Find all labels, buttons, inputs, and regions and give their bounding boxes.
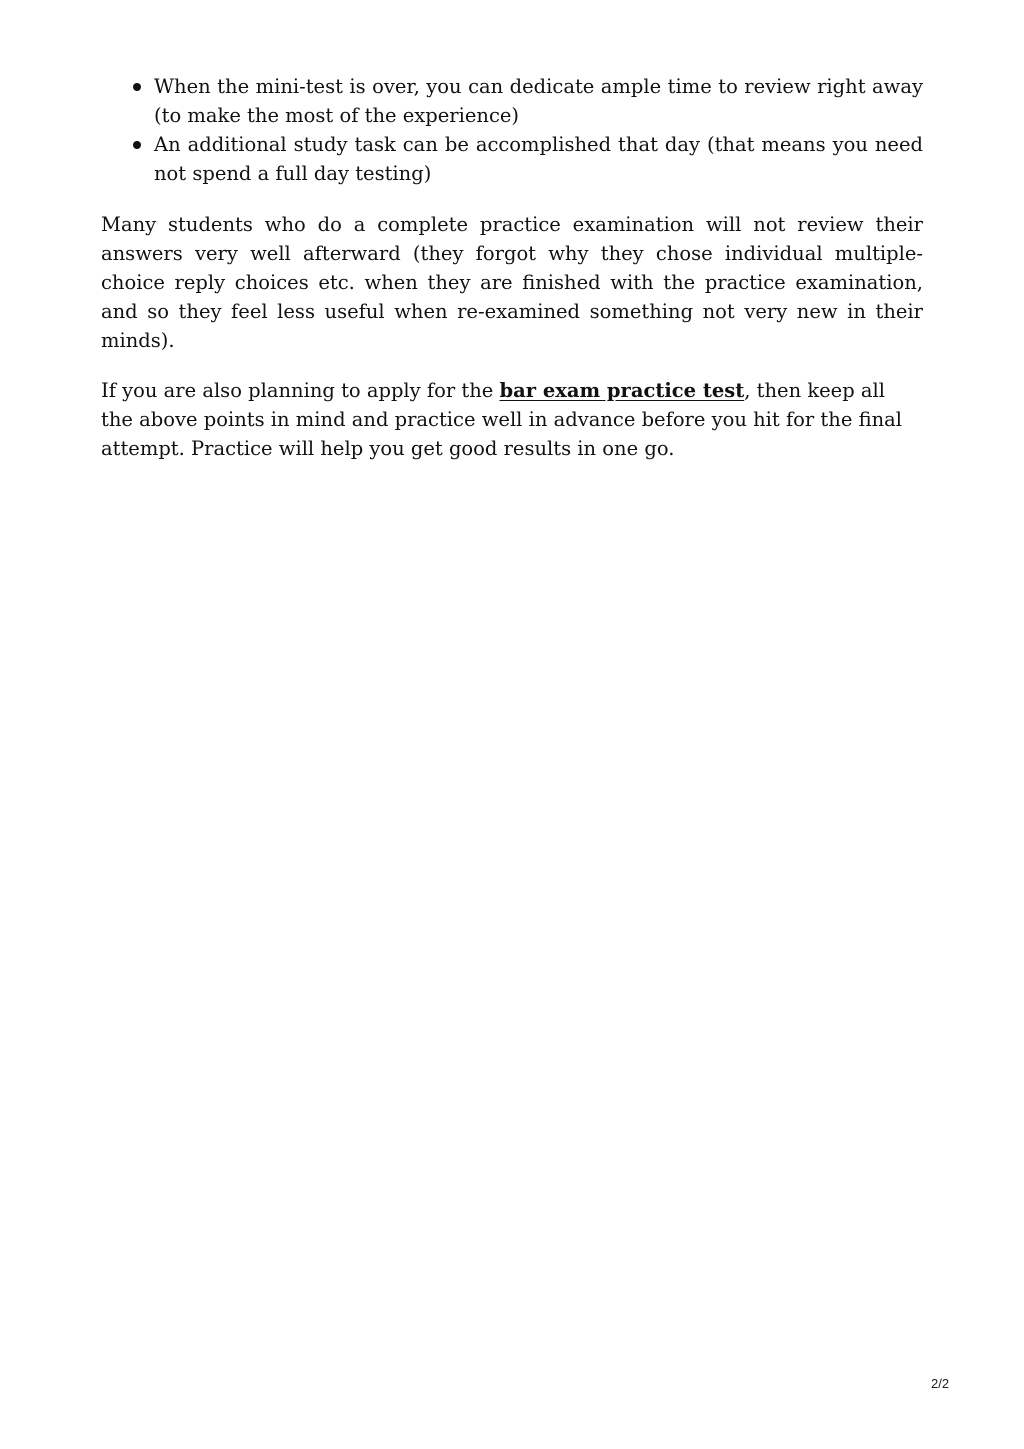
bullet-icon	[133, 83, 141, 91]
list-item	[154, 72, 923, 130]
paragraph-text-after-link: , then keep all the above points in mind and practice well in advance before you hit for the final attempt. Practice will help you get good results in one go.	[101, 379, 902, 460]
paragraph-review: Many students who do a complete practice examination will not review their answers very well afterward (they forgot why they chose individual multiple-choice reply choices etc. when they are finished with the practice examination, and so they feel less useful when re-examined something not very new in their minds).	[101, 213, 923, 352]
list-item-text: When the mini-test is over, you can dedicate ample time to review right away (to make the most of the experience)	[154, 75, 923, 127]
bar-exam-practice-test-link[interactable]: bar exam practice test	[499, 379, 745, 402]
list-item-text: An additional study task can be accomplished that day (that means you need not spend a full day testing)	[154, 133, 923, 185]
paragraph-bar-exam	[101, 376, 923, 463]
bullet-icon	[133, 141, 141, 149]
bullet-list	[101, 72, 923, 188]
paragraph-text-before-link: If you are also planning to apply for the	[101, 379, 500, 402]
document-page	[101, 72, 923, 484]
page-number: 2/2	[931, 1376, 950, 1391]
list-item	[154, 130, 923, 188]
